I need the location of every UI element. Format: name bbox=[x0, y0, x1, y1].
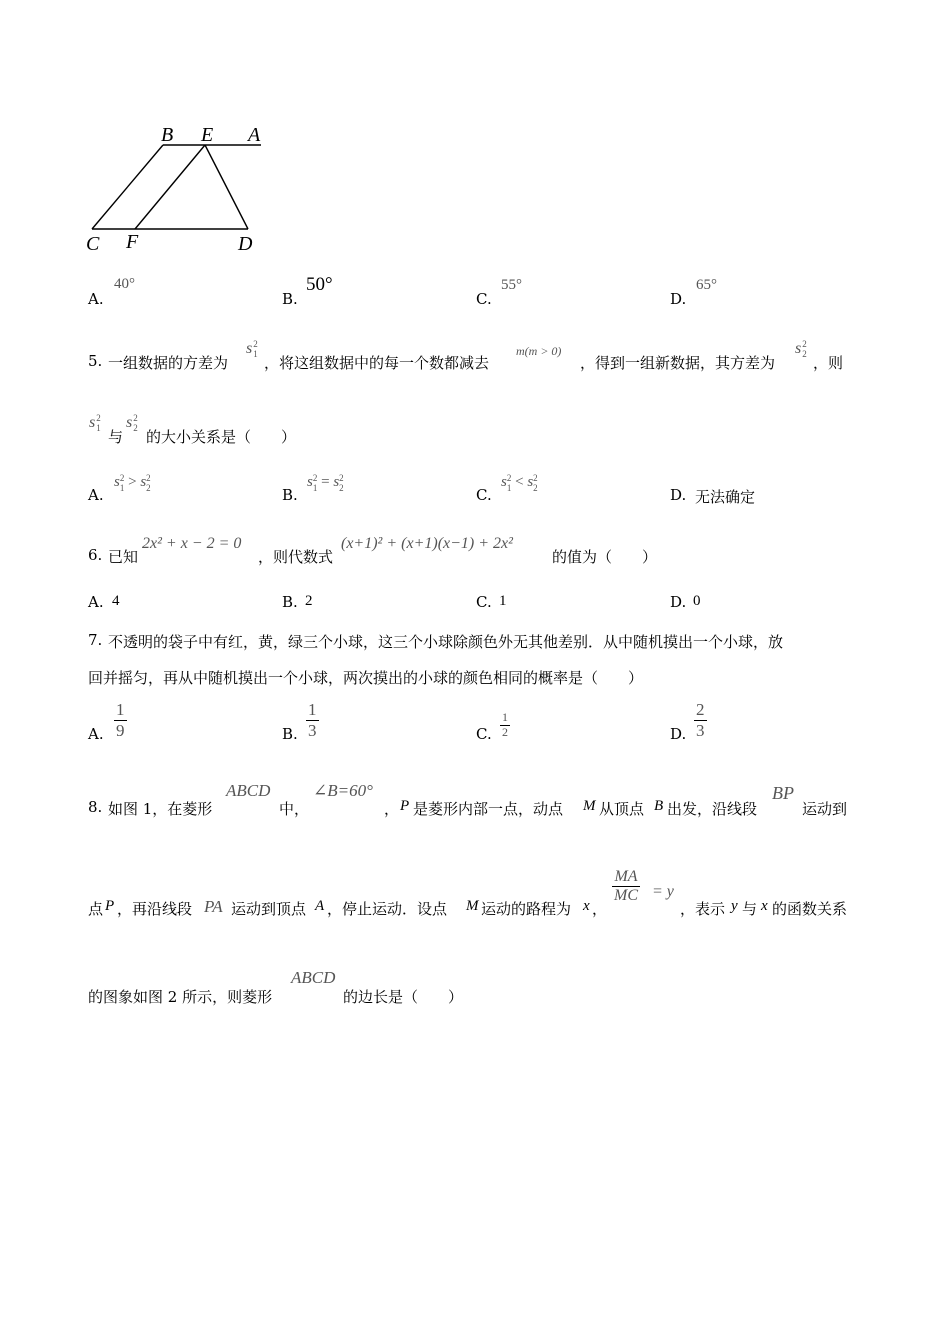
q8-text-1b: 中， bbox=[279, 800, 310, 818]
q5-option-d-letter: D. bbox=[670, 486, 687, 504]
q6-option-c-value: 1 bbox=[499, 593, 507, 609]
q8-equals-y: = y bbox=[652, 883, 674, 900]
q8-text-1g: 运动到 bbox=[802, 800, 848, 818]
q7-option-b-fraction: $\frac{1}{3}$ bbox=[308, 700, 317, 740]
q8-text-2a: 点 bbox=[88, 900, 104, 918]
q5-text-3: ，得到一组新数据，其方差为 bbox=[580, 354, 776, 372]
q8-text-2h: 与 bbox=[742, 900, 758, 918]
q6-option-a-value: 4 bbox=[112, 593, 120, 609]
q8-text-3b: 的边长是（ ） bbox=[343, 988, 464, 1006]
q7-option-b-letter: B. bbox=[282, 725, 298, 743]
q5-text-4: ，则 bbox=[813, 354, 844, 372]
q8-text-2i: 的函数关系 bbox=[772, 900, 848, 918]
q5-m-expression: m(m > 0) bbox=[516, 344, 562, 358]
q4-option-b-letter: B. bbox=[282, 290, 298, 308]
q7-line-1: 不透明的袋子中有红，黄，绿三个小球，这三个小球除颜色外无其他差别．从中随机摸出一个小球，放 bbox=[108, 633, 784, 651]
q7-option-a-letter: A. bbox=[88, 725, 104, 743]
segment-BC bbox=[92, 145, 163, 229]
q6-option-b-value: 2 bbox=[305, 593, 313, 609]
q8-ratio-fraction: $\frac{MA}{MC}$ bbox=[614, 868, 638, 905]
q5-option-a-expr: s 2 1 > s 2 2 bbox=[114, 473, 151, 493]
q8-var-x: x bbox=[583, 898, 590, 914]
q8-text-1a: 如图 1，在菱形 bbox=[108, 800, 213, 818]
q6-option-b-letter: B. bbox=[282, 593, 298, 611]
q7-option-c-fraction: $\frac{1}{2}$ bbox=[502, 710, 508, 739]
q4-option-d-letter: D. bbox=[670, 290, 687, 308]
q5-option-c-expr: s 2 1 < s 2 2 bbox=[501, 473, 538, 493]
q8-text-2d: ，停止运动．设点 bbox=[327, 900, 448, 918]
q6-text-3: 的值为（ ） bbox=[552, 548, 658, 566]
q5-number: 5. bbox=[88, 352, 103, 370]
q8-point-M-2: M bbox=[466, 898, 479, 914]
q7-line-2: 回并摇匀，再从中随机摸出一个小球，两次摸出的小球的颜色相同的概率是（ ） bbox=[88, 669, 644, 687]
q8-rhombus-name-2: ABCD bbox=[291, 968, 336, 987]
label-E: E bbox=[201, 124, 214, 146]
q8-var-y: y bbox=[731, 898, 738, 914]
label-D: D bbox=[238, 233, 253, 255]
q8-point-A: A bbox=[315, 898, 325, 914]
q6-number: 6. bbox=[88, 546, 103, 564]
q8-point-P-2: P bbox=[105, 898, 115, 914]
q5-option-d-text: 无法确定 bbox=[695, 488, 756, 506]
label-C: C bbox=[86, 233, 100, 255]
q8-text-1e: 从顶点 bbox=[599, 800, 645, 818]
q8-segment-PA: PA bbox=[204, 897, 223, 916]
q8-text-2g: ，表示 bbox=[680, 900, 726, 918]
q5-variance-s2-line2: s 2 2 bbox=[126, 413, 138, 433]
label-F: F bbox=[126, 231, 139, 253]
q5-text-5: 与 bbox=[108, 428, 124, 446]
label-B: B bbox=[161, 124, 174, 146]
q6-text-2: ，则代数式 bbox=[258, 548, 334, 566]
q5-text-1: 一组数据的方差为 bbox=[108, 354, 229, 372]
q8-text-3a: 的图象如图 2 所示，则菱形 bbox=[88, 988, 273, 1006]
q5-text-2: ，将这组数据中的每一个数都减去 bbox=[264, 354, 490, 372]
q7-option-a-fraction: $\frac{1}{9}$ bbox=[116, 700, 125, 740]
q5-variance-s1-line2: s 2 1 bbox=[89, 413, 101, 433]
q8-segment-BP: BP bbox=[772, 783, 794, 803]
q8-text-2f: ， bbox=[592, 900, 608, 918]
q7-option-c-letter: C. bbox=[476, 725, 492, 743]
q7-option-d-fraction: $\frac{2}{3}$ bbox=[696, 700, 705, 740]
q7-option-d-letter: D. bbox=[670, 725, 687, 743]
q8-text-2b: ，再沿线段 bbox=[117, 900, 193, 918]
q8-point-M: M bbox=[583, 798, 596, 814]
q5-option-c-letter: C. bbox=[476, 486, 492, 504]
q4-option-a-letter: A. bbox=[88, 290, 104, 308]
q5-text-6: 的大小关系是（ ） bbox=[146, 428, 297, 446]
q6-text-1: 已知 bbox=[108, 548, 139, 566]
q4-option-a-value: 40° bbox=[114, 276, 135, 292]
q8-var-x-2: x bbox=[761, 898, 768, 914]
q8-text-2e: 运动的路程为 bbox=[481, 900, 572, 918]
q7-number: 7. bbox=[88, 631, 103, 649]
q8-point-P: P bbox=[400, 798, 410, 814]
q6-option-d-value: 0 bbox=[693, 593, 701, 609]
segment-EF bbox=[135, 145, 205, 229]
q8-text-2c: 运动到顶点 bbox=[231, 900, 307, 918]
q5-option-a-letter: A. bbox=[88, 486, 104, 504]
q6-option-d-letter: D. bbox=[670, 593, 687, 611]
q4-option-c-value: 55° bbox=[501, 277, 522, 293]
q8-number: 8. bbox=[88, 798, 103, 816]
q5-variance-s1: s 2 1 bbox=[246, 339, 258, 359]
q8-angle: ∠B=60° bbox=[313, 781, 373, 800]
q4-option-c-letter: C. bbox=[476, 290, 492, 308]
q4-option-d-value: 65° bbox=[696, 277, 717, 293]
label-A: A bbox=[248, 124, 261, 146]
q4-option-b-value: 50° bbox=[306, 274, 333, 295]
q8-text-1d: 是菱形内部一点，动点 bbox=[413, 800, 564, 818]
geometry-figure bbox=[80, 118, 280, 258]
q8-text-1c: ， bbox=[384, 800, 400, 818]
q5-variance-s2: s 2 2 bbox=[795, 339, 807, 359]
q6-expression: (x+1)² + (x+1)(x−1) + 2x² bbox=[341, 535, 513, 552]
q6-option-c-letter: C. bbox=[476, 593, 492, 611]
q8-text-1f: 出发，沿线段 bbox=[667, 800, 758, 818]
segment-ED bbox=[205, 145, 248, 229]
q8-point-B: B bbox=[654, 798, 664, 814]
q5-option-b-expr: s 2 1 = s 2 2 bbox=[307, 473, 344, 493]
q6-equation: 2x² + x − 2 = 0 bbox=[142, 535, 242, 552]
q5-option-b-letter: B. bbox=[282, 486, 298, 504]
q8-rhombus-name: ABCD bbox=[226, 781, 271, 800]
q6-option-a-letter: A. bbox=[88, 593, 104, 611]
